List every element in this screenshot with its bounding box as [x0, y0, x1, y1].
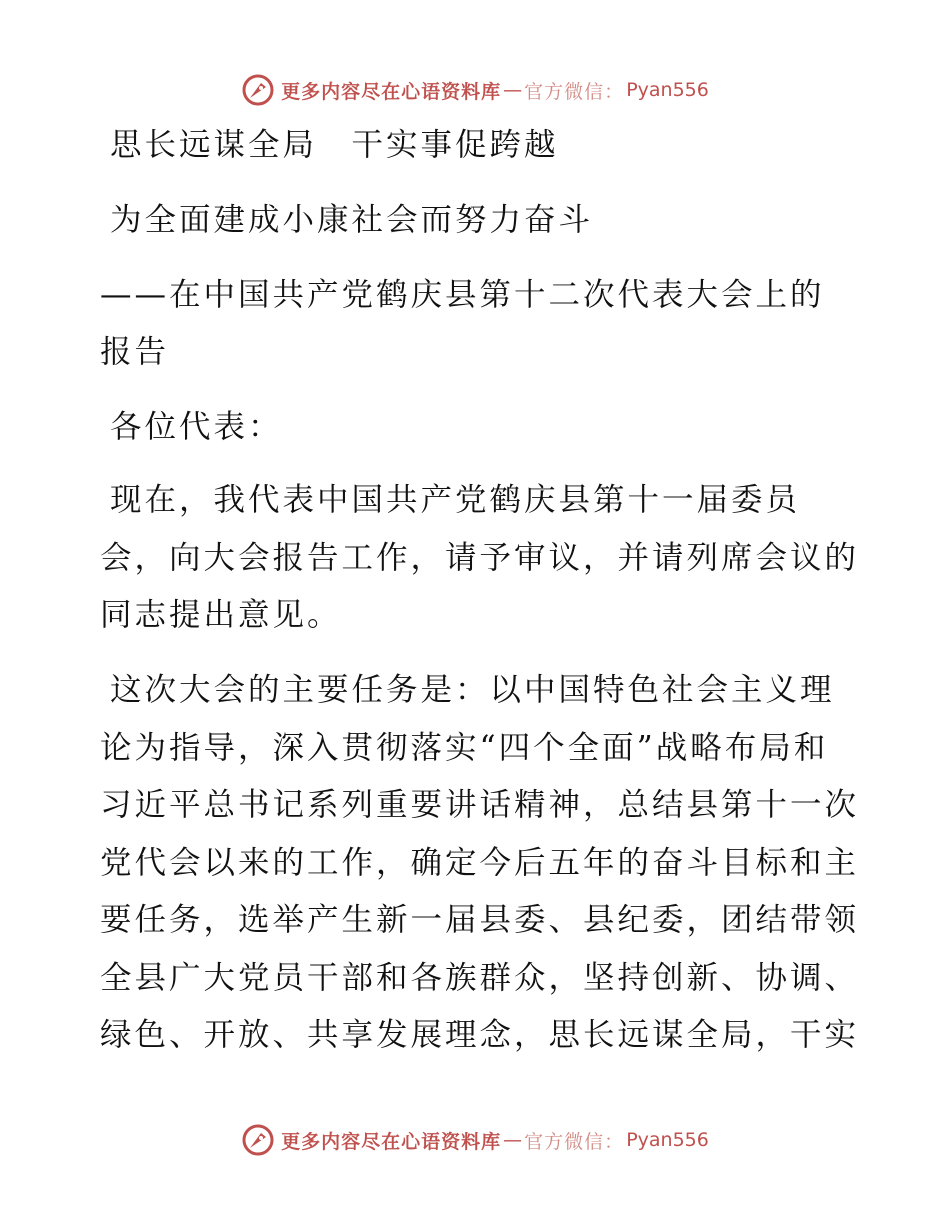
- banner-dash: —: [503, 79, 523, 101]
- title-line-2: 为全面建成小康社会而努力奋斗: [110, 202, 594, 238]
- paragraph-2-line: 绿色、开放、共享发展理念，思长远谋全局，干实: [100, 1017, 860, 1053]
- paragraph-2-line: 习近平总书记系列重要讲话精神，总结县第十一次: [100, 787, 860, 823]
- banner-wechat-label: 官方微信：: [524, 1130, 625, 1153]
- paragraph-1-line: 现在，我代表中国共产党鹤庆县第十一届委员: [110, 482, 801, 518]
- banner-wechat-label: 官方微信：: [524, 80, 625, 103]
- paragraph-2-line: 这次大会的主要任务是：以中国特色社会主义理: [110, 672, 835, 708]
- paragraph-2-line: 要任务，选举产生新一届县委、县纪委，团结带领: [100, 902, 860, 938]
- banner-wechat-id: Pyan556: [626, 1129, 709, 1151]
- banner-wechat-id: Pyan556: [626, 79, 709, 101]
- title-line-1: 思长远谋全局 干实事促跨越: [110, 127, 559, 163]
- salutation: 各位代表：: [110, 409, 283, 445]
- paragraph-1-line: 同志提出意见。: [100, 597, 342, 633]
- paragraph-1-line: 会，向大会报告工作，请予审议，并请列席会议的: [100, 540, 860, 576]
- paragraph-2-line: 论为指导，深入贯彻落实“四个全面”战略布局和: [100, 730, 829, 766]
- header-banner: [0, 70, 950, 110]
- subtitle-line-2: 报告: [100, 334, 170, 370]
- banner-dash: —: [503, 1129, 523, 1151]
- pen-nib-circle-icon: [241, 1123, 275, 1157]
- pen-nib-circle-icon: [241, 73, 275, 107]
- paragraph-2-line: 全县广大党员干部和各族群众，坚持创新、协调、: [100, 960, 860, 996]
- subtitle-line-1: ——在中国共产党鹤庆县第十二次代表大会上的: [100, 277, 825, 313]
- footer-banner: [0, 1120, 950, 1160]
- paragraph-2-line: 党代会以来的工作，确定今后五年的奋斗目标和主: [100, 845, 860, 881]
- banner-main-text: 更多内容尽在心语资料库: [281, 1130, 502, 1153]
- banner-main-text: 更多内容尽在心语资料库: [281, 80, 502, 103]
